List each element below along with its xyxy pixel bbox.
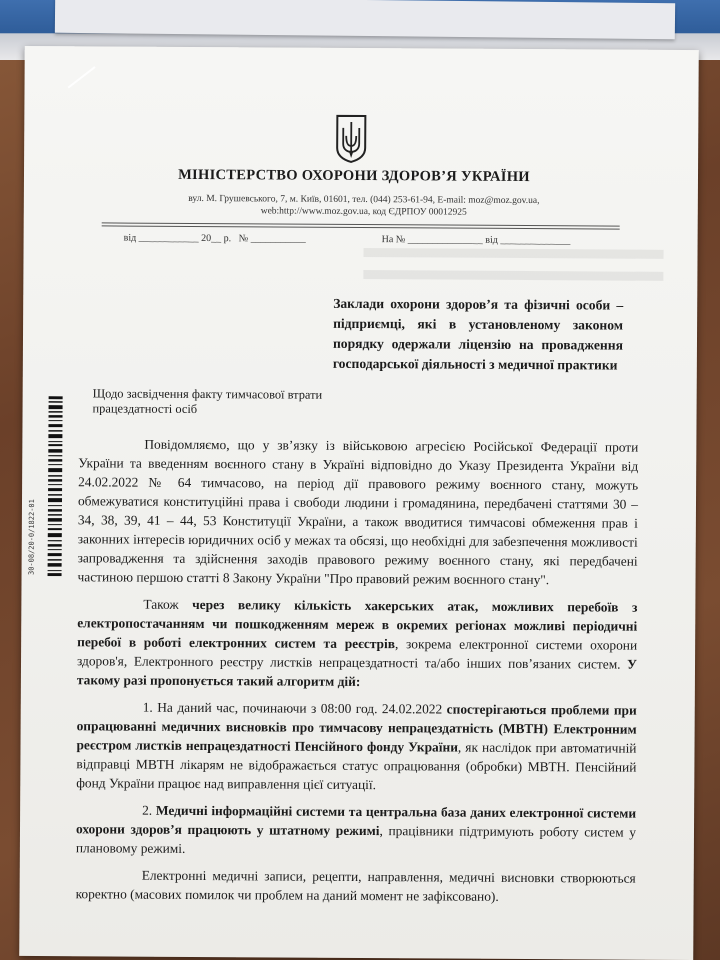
paragraph-2-lead: Також: [143, 596, 179, 612]
pen-mark: [68, 66, 96, 88]
barcode: [46, 396, 65, 576]
incoming-reference: На № _______________ від ______________: [381, 234, 571, 247]
paragraph-2-algorithm: У такому разі пропонується такий алгоритм дій:: [76, 656, 638, 690]
paragraph-4-bold: Медичні інформаційні системи та центральна база даних електронної системи охорони здоров’я працюють у штатному режимі: [75, 802, 637, 839]
paragraph-4-text: , працівники підтримують роботу систем у плановому режимі.: [75, 823, 637, 856]
ukraine-trident-icon: [334, 114, 368, 164]
paragraph-3-text: , як наслідок при автоматичній відправці МВТН лікарям не відображається статус опрацювання (обробки) МВТН. Пенсійний фонд України працює над виправлення цієї ситуації.: [76, 739, 637, 793]
paragraph-1: Повідомляємо, що у зв’язку із військовою агресією Російської Федерації проти України та введенням воєнного стану в Україні відповідно до Указу Президента України від 24.02.2022 № 64 тимчасово, на період дії правового режиму воєнного стану, можуть обмежуватися конституційні права і свободи людини і громадянина, передбачені статтями 30 – 34, 38, 39, 41 – 44, 53 Конституції України, а також вводитися тимчасові обмеження прав і законних інтересів юридичних осіб у межах та обсязі, що необхідні для забезпечення можливості запровадження та здійснення заходів правового режиму воєнного стану, які передбачені частиною першою статті 8 Закону України "Про правовий режим воєнного стану".: [77, 436, 639, 588]
paragraph-4-lead: 2.: [142, 802, 156, 818]
paragraph-2: [77, 594, 638, 692]
letter-page: [19, 46, 699, 960]
underlying-paper: [55, 0, 675, 39]
paragraph-4: [76, 800, 636, 860]
subject-line: Щодо засвідчення факту тимчасової втрати працездатності осіб: [92, 386, 323, 417]
paragraph-2-bold: через велику кількість хакерських атак, можливих перебоїв з електропостачанням чи пошкодженням мереж в окремих регіонах можливі періодичні перебої в роботі електронних систем та реєстрів: [77, 596, 638, 652]
recipient-block: Заклади охорони здоров’я та фізичні особи – підприємці, які в установленому законом порядку одержали ліцензію на провадження господарської діяльності з медичної практики: [332, 295, 624, 373]
outgoing-reference: від ____________ 20__ р. № ___________: [123, 232, 306, 245]
letter-body: [76, 434, 639, 914]
paragraph-2-text: , зокрема електронної системи охорони здоров'я, Електронного реєстру листків непрацездатності та/або інших пов’язаних систем.: [76, 636, 638, 672]
ministry-title: МІНІСТЕРСТВО ОХОРОНИ ЗДОРОВ’Я УКРАЇНИ: [178, 166, 530, 186]
address-line-2: web:http://www.moz.gov.ua, код ЄДРПОУ 00012925: [260, 206, 467, 218]
paragraph-3-lead: 1. На даний час, починаючи з 08:00 год. 24.02.2022: [142, 699, 447, 717]
paragraph-3: [76, 697, 637, 795]
ministry-address: [174, 193, 554, 219]
barcode-number: 30-08/20-0/1822-01: [27, 499, 37, 576]
address-line-1: вул. М. Грушевського, 7, м. Київ, 01601, тел. (044) 253-61-94, E-mail: moz@moz.gov.ua,: [188, 193, 540, 207]
paragraph-5: Електронні медичні записи, рецепти, направлення, медичні висновки створюються коректно (масових помилок чи проблем на даний момент не зафіксовано).: [75, 867, 636, 904]
paragraph-3-bold: спостерігаються проблеми при опрацюванні медичних висновків про тимчасову непрацездатність (МВТН) Електронним реєстром листків непрацездатності Пенсійного фонду України: [76, 701, 637, 755]
bleed-through: [364, 248, 664, 259]
bleed-through: [363, 270, 663, 281]
